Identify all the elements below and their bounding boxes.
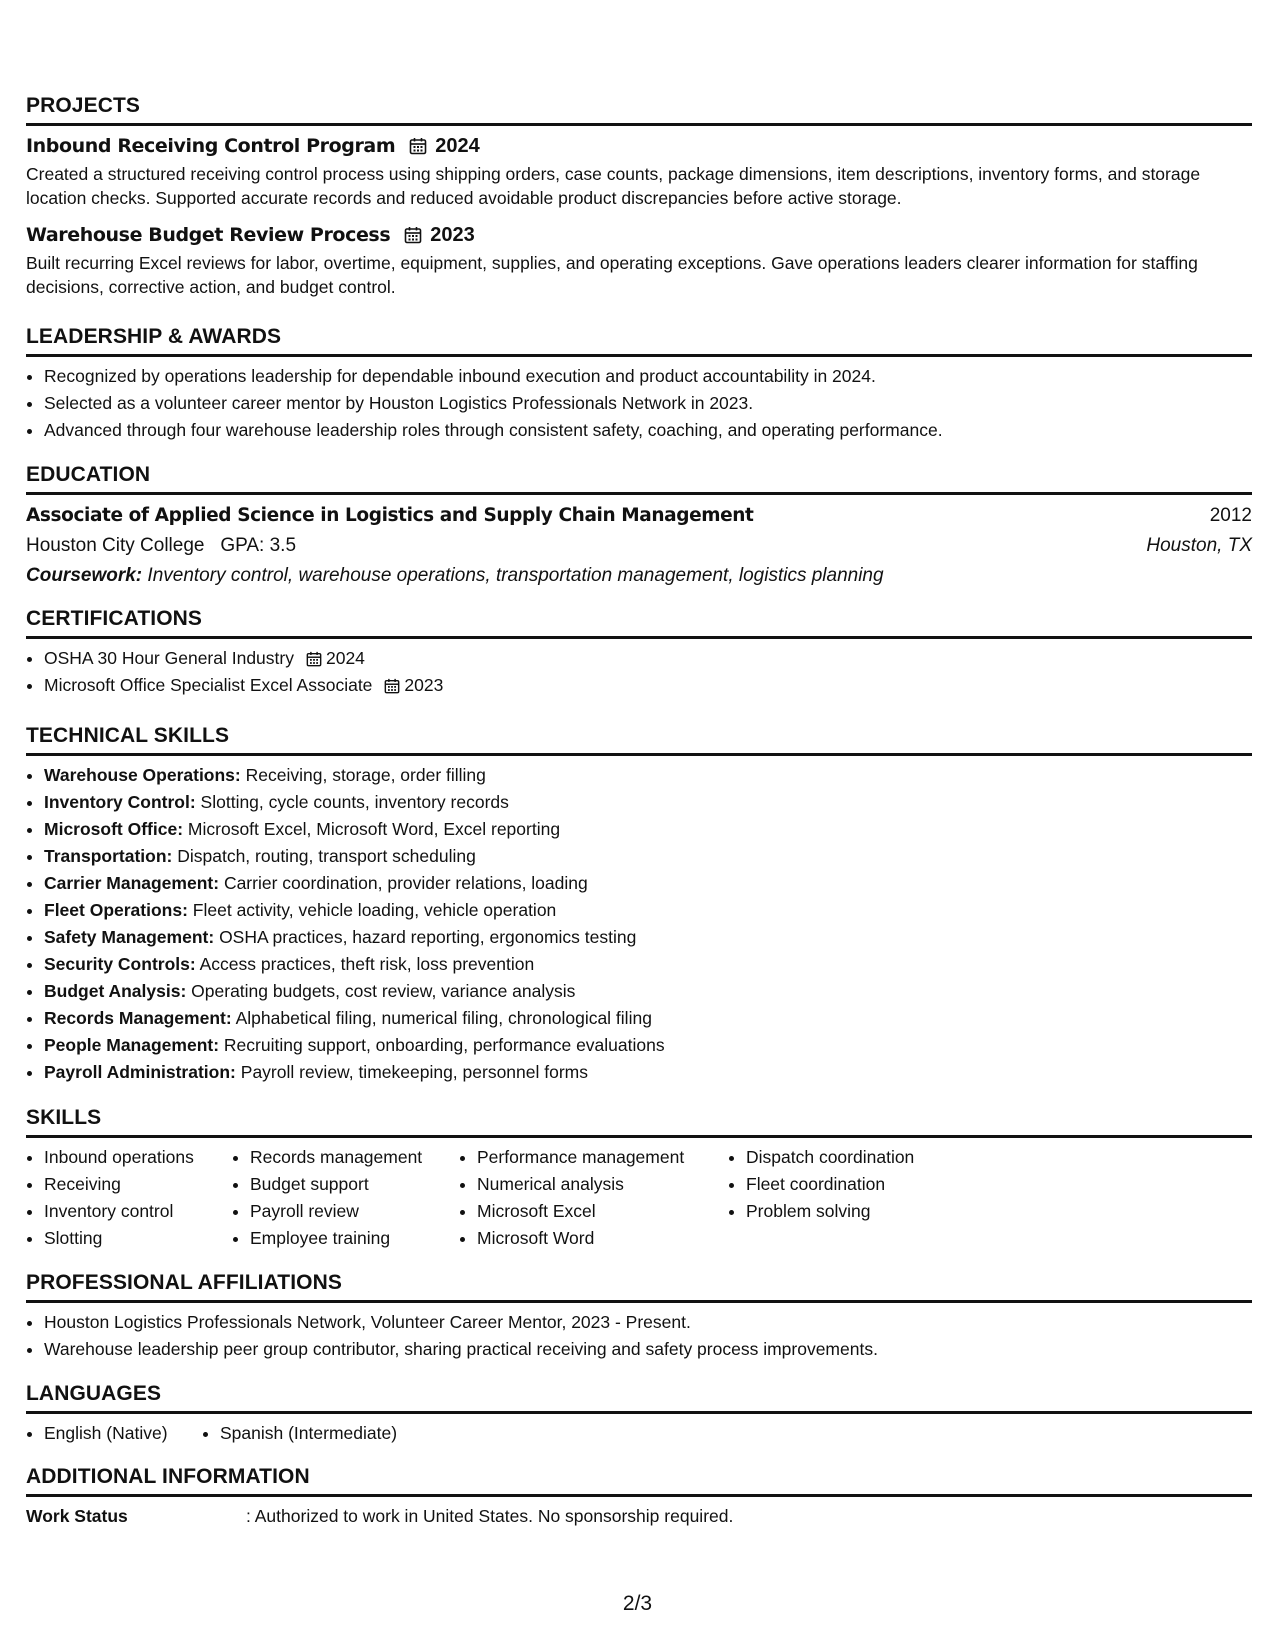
project-item [26,223,1252,299]
list-item: • Budget support [250,1171,459,1198]
section-title-projects: PROJECTS [26,94,1252,126]
languages-section [26,1382,1252,1447]
skills-column [26,1144,232,1252]
list-item [44,897,1252,924]
school-name: Houston City College [26,535,205,556]
calendar-icon [409,137,427,155]
list-item: • Inbound operations [44,1144,232,1171]
project-item [26,134,1252,210]
project-name: Warehouse Budget Review Process [26,224,391,246]
calendar-icon [404,226,422,244]
list-item [44,1032,1252,1059]
additional-info-section [26,1465,1252,1530]
calendar-icon [384,678,400,694]
project-year: 2024 [435,135,480,157]
list-item [44,870,1252,897]
projects-section [26,94,1252,299]
section-title-affiliations: PROFESSIONAL AFFILIATIONS [26,1271,1252,1303]
language-item: • English (Native) [44,1420,202,1447]
skill-values: Receiving, storage, order filling [245,765,486,785]
section-title-certifications: CERTIFICATIONS [26,607,1252,639]
skill-values: Access practices, theft risk, loss prevention [199,954,535,974]
degree-year: 2012 [1209,505,1252,526]
list-item: • Numerical analysis [477,1171,728,1198]
list-item [44,843,1252,870]
section-title-technical-skills: TECHNICAL SKILLS [26,724,1252,756]
section-title-education: EDUCATION [26,463,1252,495]
list-item: • Advanced through four warehouse leadership roles through consistent safety, coaching, and operating performance. [44,417,1252,444]
gpa: GPA: 3.5 [220,535,297,556]
list-item: • Performance management [477,1144,728,1171]
skill-values: Payroll review, timekeeping, personnel forms [240,1062,589,1082]
list-item: • Recognized by operations leadership for dependable inbound execution and product accountability in 2024. [44,363,1252,390]
skill-values: Operating budgets, cost review, variance analysis [191,981,576,1001]
project-name: Inbound Receiving Control Program [26,135,396,157]
list-item [44,672,1252,699]
skill-category: Transportation: [44,846,173,866]
technical-skills-section [26,724,1252,1086]
skill-values: Dispatch, routing, transport scheduling [177,846,476,866]
affiliations-list [26,1309,1252,1363]
skill-category: Warehouse Operations: [44,765,241,785]
certification-name: • Microsoft Office Specialist Excel Associate [44,675,373,695]
page-number: 2/3 [622,1592,653,1615]
list-item [44,645,1252,672]
coursework-label: Coursework: [26,565,143,586]
calendar-icon [306,651,322,667]
work-status-value: : Authorized to work in United States. No sponsorship required. [246,1506,734,1526]
education-section [26,463,1252,591]
skill-category: Fleet Operations: [44,900,188,920]
skill-category: Security Controls: [44,954,196,974]
skill-values: Recruiting support, onboarding, performance evaluations [223,1035,665,1055]
project-year: 2023 [430,224,475,246]
skills-section [26,1106,1252,1252]
list-item [44,924,1252,951]
leadership-section [26,325,1252,444]
certifications-section [26,607,1252,699]
list-item: • Receiving [44,1171,232,1198]
skill-category: Inventory Control: [44,792,196,812]
certification-year: 2024 [325,648,365,668]
list-item [44,762,1252,789]
skill-category: Safety Management: [44,927,215,947]
list-item: • Problem solving [746,1198,986,1225]
affiliations-section [26,1271,1252,1363]
list-item [44,978,1252,1005]
technical-skills-list [26,762,1252,1086]
section-title-additional: ADDITIONAL INFORMATION [26,1465,1252,1497]
project-description: Built recurring Excel reviews for labor, overtime, equipment, supplies, and operating exceptions. Gave operations leaders clearer information for staffing decisions, corrective action, and budget control. [26,253,1198,297]
list-item: • Dispatch coordination [746,1144,986,1171]
skill-category: Payroll Administration: [44,1062,236,1082]
section-title-languages: LANGUAGES [26,1382,1252,1414]
list-item [44,816,1252,843]
certifications-list [26,645,1252,699]
work-status-row [26,1503,1252,1530]
section-title-leadership: LEADERSHIP & AWARDS [26,325,1252,357]
list-item: • Houston Logistics Professionals Network, Volunteer Career Mentor, 2023 - Present. [44,1309,1252,1336]
certification-year: 2023 [404,675,444,695]
list-item [44,951,1252,978]
skill-values: Fleet activity, vehicle loading, vehicle operation [192,900,557,920]
list-item: • Payroll review [250,1198,459,1225]
language-item: • Spanish (Intermediate) [220,1420,397,1447]
skill-values: Microsoft Excel, Microsoft Word, Excel reporting [187,819,561,839]
project-description: Created a structured receiving control process using shipping orders, case counts, package dimensions, item descriptions, inventory forms, and storage location checks. Supported accurate records and reduced avoidable product discrepancies before active storage. [26,164,1201,208]
list-item [44,789,1252,816]
list-item: • Microsoft Excel [477,1198,728,1225]
coursework [26,561,1252,591]
certification-name: • OSHA 30 Hour General Industry [44,648,294,668]
skill-category: Carrier Management: [44,873,220,893]
list-item: • Inventory control [44,1198,232,1225]
list-item: • Warehouse leadership peer group contributor, sharing practical receiving and safety process improvements. [44,1336,1252,1363]
list-item: • Records management [250,1144,459,1171]
list-item: • Selected as a volunteer career mentor by Houston Logistics Professionals Network in 2023. [44,390,1252,417]
skill-category: Budget Analysis: [44,981,187,1001]
skill-category: People Management: [44,1035,220,1055]
list-item [44,1059,1252,1086]
degree-title: Associate of Applied Science in Logistics and Supply Chain Management [26,505,754,526]
list-item: • Fleet coordination [746,1171,986,1198]
languages-row [26,1420,1252,1447]
school-location: Houston, TX [1146,535,1252,556]
skills-column [728,1144,986,1252]
skill-category: Microsoft Office: [44,819,184,839]
coursework-value: Inventory control, warehouse operations, transportation management, logistics planning [147,565,884,586]
leadership-list [26,363,1252,444]
skill-values: Slotting, cycle counts, inventory records [200,792,509,812]
list-item [44,1005,1252,1032]
skill-values: Alphabetical filing, numerical filing, chronological filing [235,1008,652,1028]
list-item: • Slotting [44,1225,232,1252]
skills-column [459,1144,728,1252]
skills-column [232,1144,459,1252]
list-item: • Microsoft Word [477,1225,728,1252]
skills-grid [26,1144,1252,1252]
section-title-skills: SKILLS [26,1106,1252,1138]
list-item: • Employee training [250,1225,459,1252]
skill-values: OSHA practices, hazard reporting, ergonomics testing [219,927,637,947]
skill-category: Records Management: [44,1008,232,1028]
work-status-label: Work Status [26,1506,128,1526]
skill-values: Carrier coordination, provider relations, loading [223,873,588,893]
